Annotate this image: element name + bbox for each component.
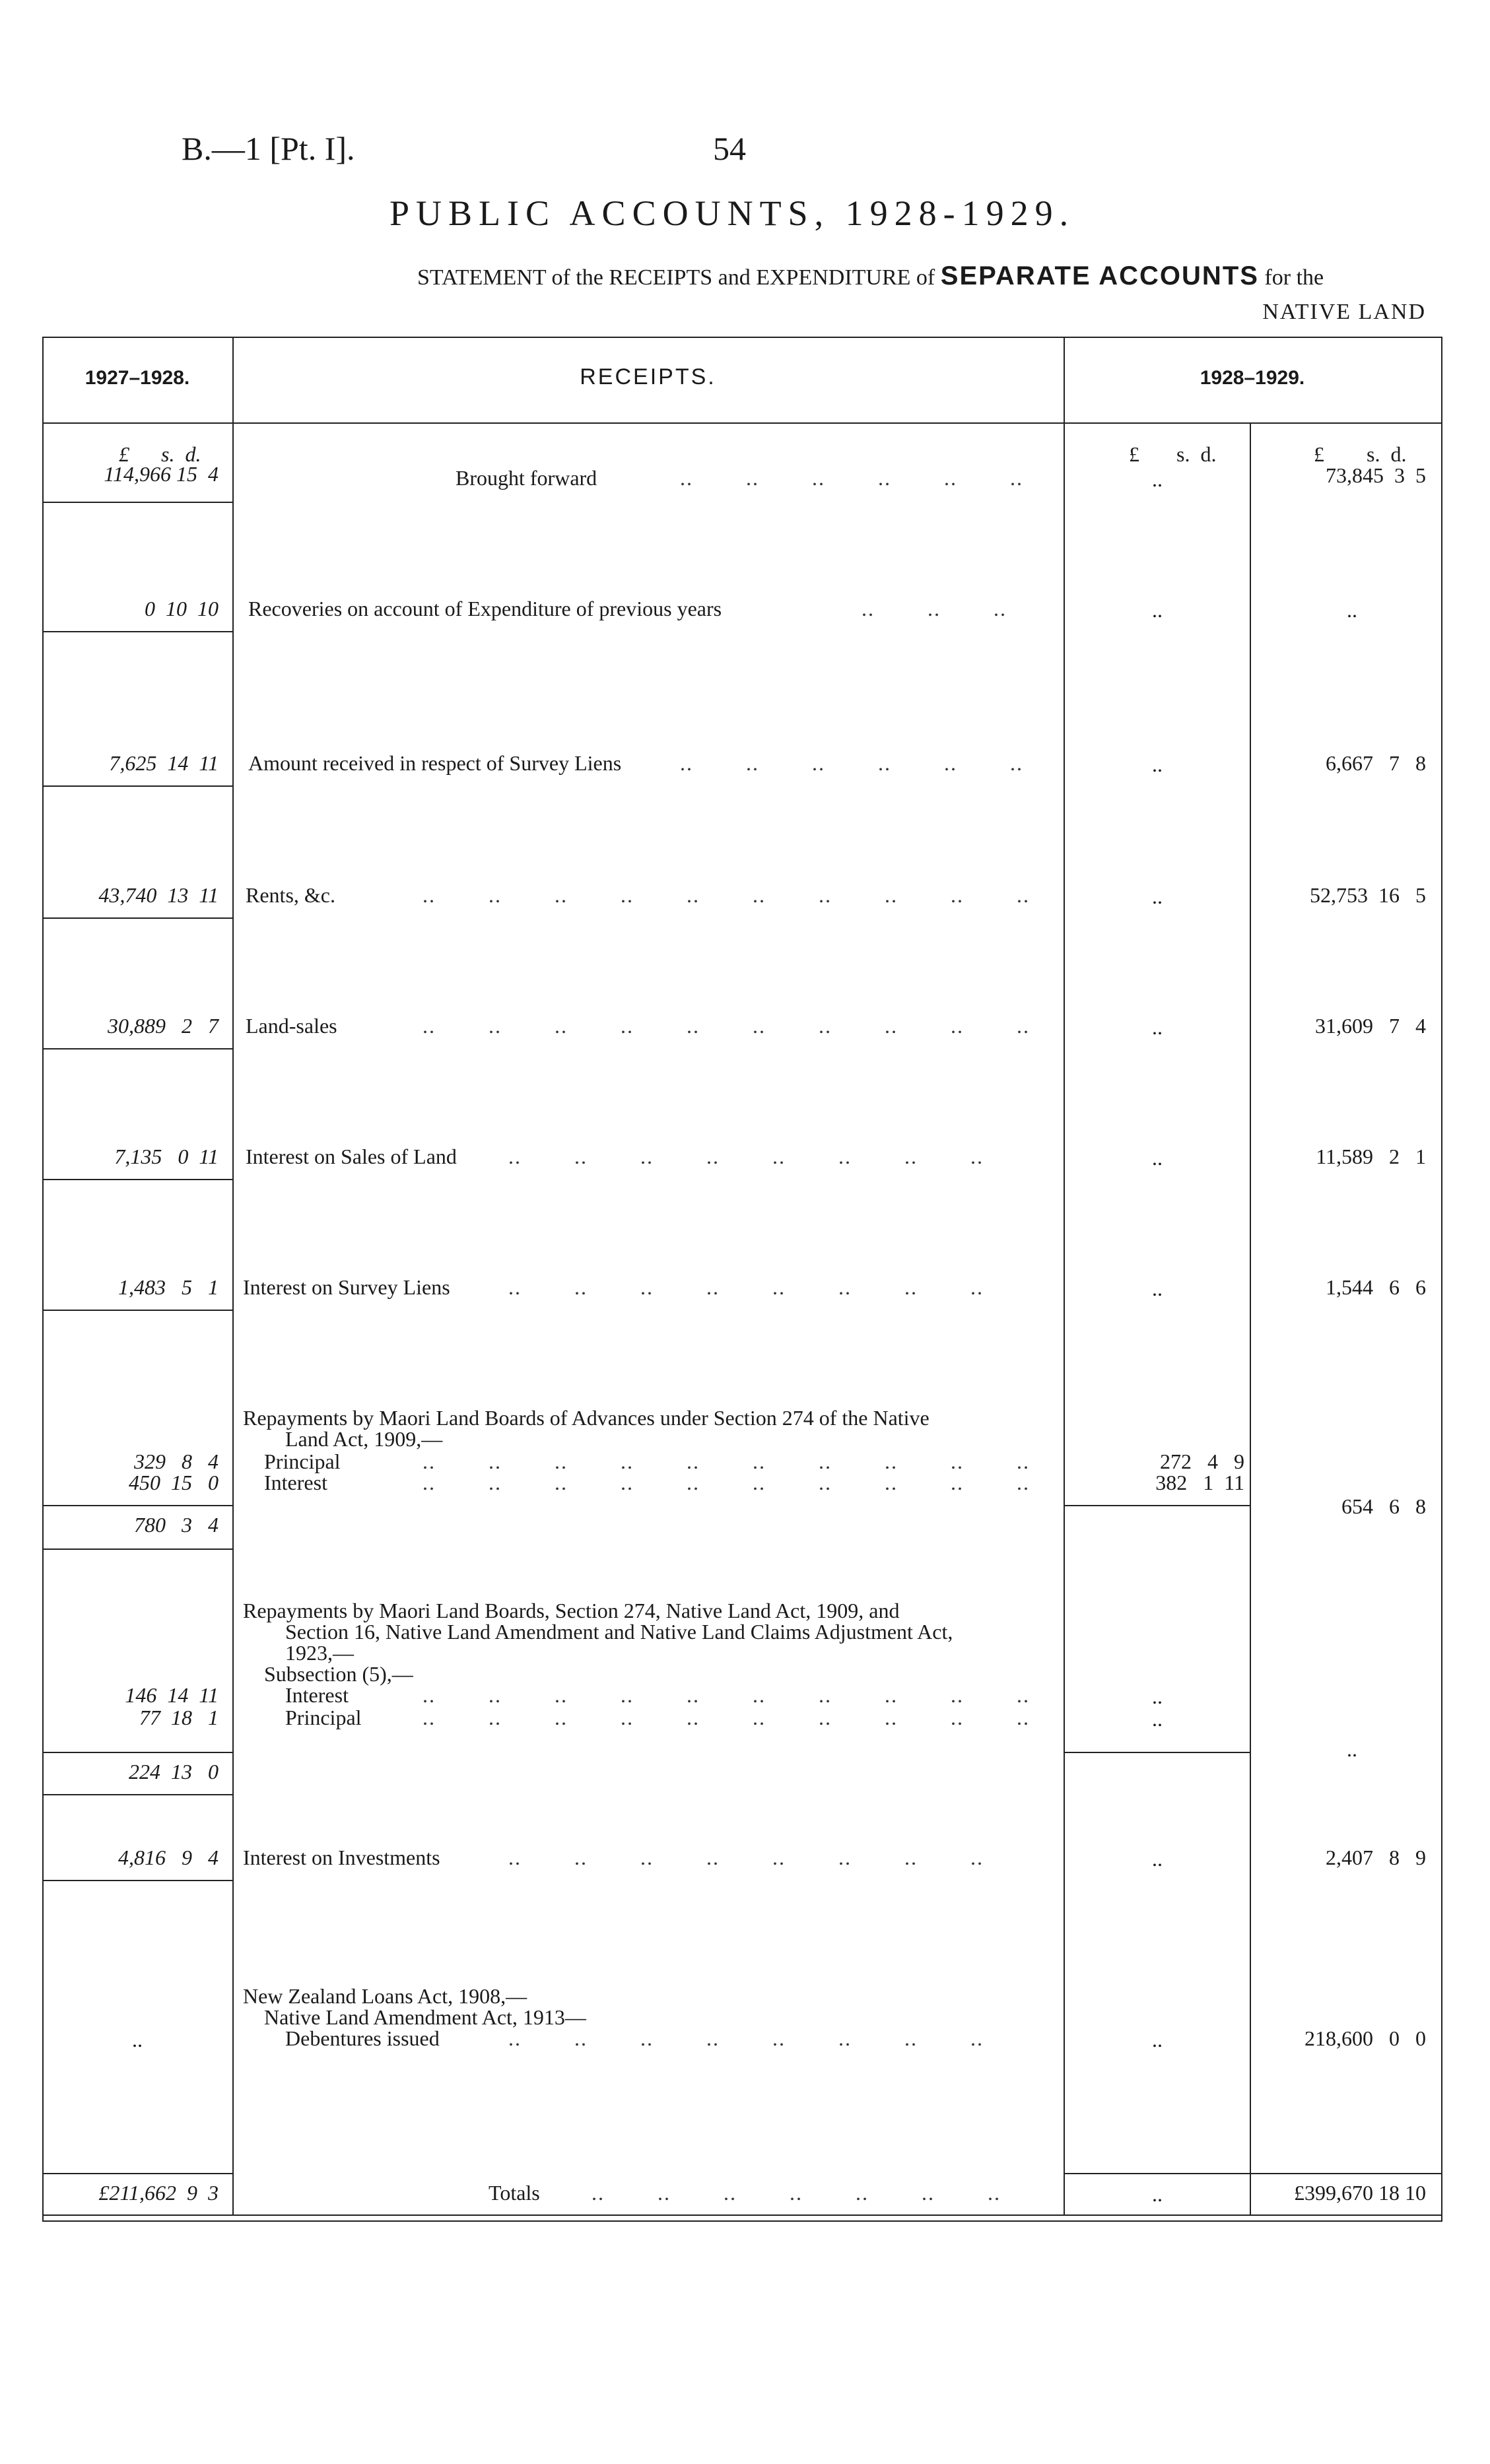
prev-value: 450 15 0 bbox=[129, 1471, 219, 1494]
row-dots: .. .. .. .. .. .. .. .. bbox=[508, 1145, 984, 1168]
advances-principal-label: Principal bbox=[264, 1449, 341, 1473]
sub-value: .. bbox=[1152, 2028, 1163, 2051]
prev-value: 1,483 5 1 bbox=[118, 1275, 219, 1299]
prev-value: 0 10 10 bbox=[145, 597, 219, 620]
total-value: 11,589 2 1 bbox=[1316, 1145, 1426, 1168]
sub-value: .. bbox=[1152, 1015, 1163, 1039]
sub-value: .. bbox=[1152, 598, 1163, 622]
totals-prev: £211,662 9 3 bbox=[98, 2181, 219, 2205]
row-dots: .. .. .. bbox=[862, 597, 1007, 620]
total-value: 6,667 7 8 bbox=[1326, 751, 1426, 775]
statement-post: for the bbox=[1264, 265, 1324, 290]
total-value: 31,609 7 4 bbox=[1315, 1014, 1426, 1038]
sub-value: .. bbox=[1152, 1684, 1163, 1708]
total-value: 52,753 16 5 bbox=[1310, 883, 1426, 907]
total-value: 2,407 8 9 bbox=[1326, 1846, 1426, 1869]
sub-value: 272 4 9 bbox=[1160, 1449, 1244, 1473]
sec274-label-3: 1923,— bbox=[285, 1641, 354, 1665]
prev-value: 146 14 11 bbox=[125, 1683, 219, 1707]
total-value: 73,845 3 5 bbox=[1326, 463, 1426, 487]
row-label: Interest on Survey Liens bbox=[243, 1275, 450, 1299]
total-value: .. bbox=[1347, 598, 1357, 622]
loans-label-3: Debentures issued bbox=[285, 2026, 440, 2050]
sub-value: .. bbox=[1152, 1847, 1163, 1871]
row-dots: .. .. .. .. .. .. bbox=[680, 466, 1023, 490]
row-label: Interest on Investments bbox=[243, 1846, 440, 1869]
row-dots: .. .. .. .. .. .. .. .. .. .. bbox=[423, 1683, 1030, 1707]
sub-value: .. bbox=[1152, 752, 1163, 776]
sec274-principal-label: Principal bbox=[285, 1706, 362, 1729]
row-label: Land-sales bbox=[246, 1014, 337, 1038]
row-dots: .. .. .. .. .. .. .. .. .. .. bbox=[423, 883, 1030, 907]
prev-value: 77 18 1 bbox=[139, 1706, 219, 1729]
row-dots: .. .. .. .. .. .. .. .. .. .. bbox=[423, 1706, 1030, 1729]
prev-total: 780 3 4 bbox=[134, 1513, 219, 1537]
row-dots: .. .. .. .. .. .. .. .. bbox=[508, 1846, 984, 1869]
sub-value: .. bbox=[1152, 1146, 1163, 1170]
row-label: Interest on Sales of Land bbox=[246, 1145, 457, 1168]
row-dots: .. .. .. .. .. .. .. .. .. .. bbox=[423, 1449, 1030, 1473]
row-dots: .. .. .. .. .. .. .. .. .. .. bbox=[423, 1014, 1030, 1038]
page-ref: B.—1 [Pt. I]. bbox=[182, 130, 355, 167]
advances-label-2: Land Act, 1909,— bbox=[285, 1427, 443, 1451]
total-value: 218,600 0 0 bbox=[1304, 2026, 1426, 2050]
row-dots: .. .. .. .. .. .. .. .. bbox=[508, 1275, 984, 1299]
totals-value: £399,670 18 10 bbox=[1294, 2181, 1426, 2205]
unit-total: £ s. d. bbox=[1314, 442, 1407, 466]
prev-value: 30,889 2 7 bbox=[108, 1014, 219, 1038]
sub-value: .. bbox=[1152, 2182, 1163, 2206]
sec274-label-4: Subsection (5),— bbox=[264, 1662, 413, 1686]
advances-label-1: Repayments by Maori Land Boards of Advances under Section 274 of the Native bbox=[243, 1406, 930, 1430]
row-label: Recoveries on account of Expenditure of previous years bbox=[248, 597, 722, 620]
page-number: 54 bbox=[713, 130, 746, 167]
row-dots: .. .. .. .. .. .. bbox=[680, 751, 1023, 775]
row-dots: .. .. .. .. .. .. .. .. .. .. bbox=[423, 1471, 1030, 1494]
row-label: Brought forward bbox=[456, 466, 597, 490]
prev-value: 4,816 9 4 bbox=[118, 1846, 219, 1869]
statement-big: SEPARATE ACCOUNTS bbox=[940, 261, 1259, 290]
sub-value: 382 1 11 bbox=[1155, 1471, 1244, 1494]
page-title: PUBLIC ACCOUNTS, 1928-1929. bbox=[389, 193, 1075, 233]
sub-value: .. bbox=[1152, 884, 1163, 908]
total-value: 654 6 8 bbox=[1341, 1494, 1426, 1518]
sec274-interest-label: Interest bbox=[285, 1683, 349, 1707]
prev-value: 43,740 13 11 bbox=[98, 883, 219, 907]
advances-interest-label: Interest bbox=[264, 1471, 327, 1494]
account-name: NATIVE LAND bbox=[1262, 300, 1426, 324]
totals-label: Totals bbox=[489, 2181, 540, 2205]
prev-value: .. bbox=[132, 2028, 143, 2051]
loans-label-2: Native Land Amendment Act, 1913— bbox=[264, 2005, 586, 2029]
prev-value: 7,135 0 11 bbox=[114, 1145, 219, 1168]
row-dots: .. .. .. .. .. .. .. bbox=[592, 2181, 1001, 2205]
prev-value: 329 8 4 bbox=[134, 1449, 219, 1473]
total-value: .. bbox=[1347, 1737, 1357, 1761]
sub-value: .. bbox=[1152, 1707, 1163, 1731]
header-receipts: RECEIPTS. bbox=[580, 364, 716, 389]
row-label: Rents, &c. bbox=[246, 883, 335, 907]
sub-value: .. bbox=[1152, 1277, 1163, 1300]
row-label: Amount received in respect of Survey Liens bbox=[248, 751, 622, 775]
unit-prev: £ s. d. bbox=[119, 442, 201, 466]
unit-sub: £ s. d. bbox=[1129, 442, 1217, 466]
total-value: 1,544 6 6 bbox=[1326, 1275, 1426, 1299]
prev-value: 114,966 15 4 bbox=[104, 462, 219, 486]
prev-total: 224 13 0 bbox=[129, 1760, 219, 1783]
statement-pre: STATEMENT of the RECEIPTS and EXPENDITURE of bbox=[417, 265, 935, 290]
sub-value: .. bbox=[1152, 467, 1163, 491]
row-dots: .. .. .. .. .. .. .. .. bbox=[508, 2026, 984, 2050]
sec274-label-2: Section 16, Native Land Amendment and Native Land Claims Adjustment Act, bbox=[285, 1620, 953, 1644]
loans-label-1: New Zealand Loans Act, 1908,— bbox=[243, 1984, 527, 2008]
header-prev-year: 1927–1928. bbox=[85, 367, 190, 389]
prev-value: 7,625 14 11 bbox=[109, 751, 219, 775]
header-curr-year: 1928–1929. bbox=[1200, 367, 1305, 389]
sec274-label-1: Repayments by Maori Land Boards, Section 274, Native Land Act, 1909, and bbox=[243, 1599, 900, 1622]
